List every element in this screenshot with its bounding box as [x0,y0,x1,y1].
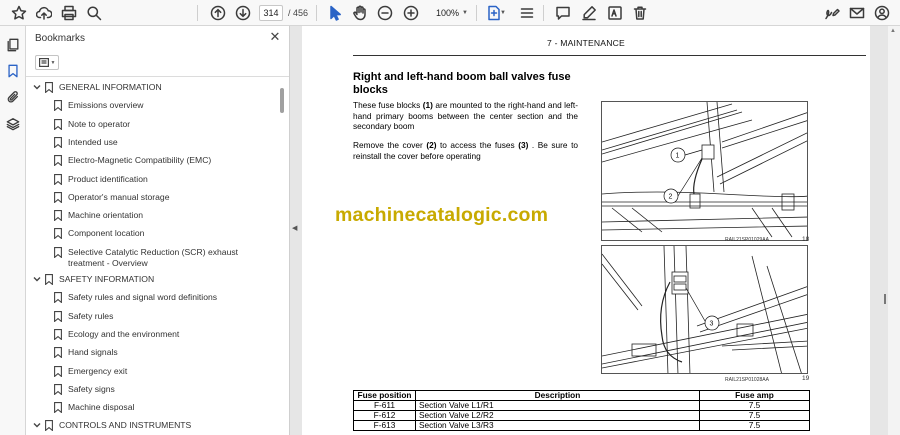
callout-1: 1 [675,152,680,160]
bookmark-label: Operator's manual storage [68,191,170,202]
table-header-row [354,391,810,401]
description-cell: Section Valve L2/R2 [416,411,700,421]
delete-icon[interactable] [630,3,650,23]
sign-icon[interactable] [822,3,842,23]
print-icon[interactable] [59,3,79,23]
column-header: Fuse amp [700,391,810,401]
bookmark-section[interactable] [26,420,278,432]
chevron-down-icon[interactable] [33,275,42,284]
bookmark-item[interactable] [26,174,278,186]
bookmark-item[interactable] [26,210,278,222]
figure-boom-fuse-block [601,101,808,241]
table-row [354,401,810,411]
bookmark-label: Safety rules [68,310,114,321]
figure1-code: RAIL21SP01029AA [725,237,769,243]
bookmark-item[interactable] [26,192,278,204]
fuse-amp-cell: 7.5 [700,421,810,431]
bookmark-icon [54,192,62,203]
collapse-right-panel-handle[interactable] [884,294,886,304]
bookmark-icon [54,228,62,239]
bookmark-item[interactable] [26,311,278,323]
bookmark-label: Product identification [68,173,148,184]
bookmark-item[interactable] [26,119,278,131]
zoom-level-select[interactable] [428,5,468,21]
bookmark-icon [54,100,62,111]
bookmark-icon [54,210,62,221]
bookmark-label: Hand signals [68,347,118,358]
table-row [354,411,810,421]
page-header: 7 - MAINTENANCE [547,38,625,48]
bookmark-label: Emergency exit [68,365,128,376]
bookmark-item[interactable] [26,292,278,304]
cloud-upload-icon[interactable] [34,3,54,23]
bookmark-icon [54,329,62,340]
figure2-number: 19 [802,375,810,382]
bookmark-icon [54,155,62,166]
account-icon[interactable] [872,3,892,23]
section-title: Right and left-hand boom ball valves fuse blocks [353,71,571,96]
bookmark-icon [45,420,53,431]
bookmark-icon [54,311,62,322]
layers-icon[interactable] [5,116,21,132]
fuse-position-cell: F-613 [354,421,416,431]
collapse-left-panel-icon[interactable]: ◀ [292,225,298,232]
bookmark-label: Emissions overview [68,100,144,111]
previous-page-icon[interactable] [208,3,228,23]
bookmark-icon [45,274,53,285]
bookmark-label: Note to operator [68,118,131,129]
chevron-down-icon[interactable] [33,83,42,92]
bookmark-icon [54,137,62,148]
bookmark-icon [54,402,62,413]
scroll-up-icon[interactable]: ▲ [890,28,896,34]
figure2-code: RAIL21SP01028AA [725,377,769,383]
bookmark-icon [54,247,62,258]
bookmark-section[interactable] [26,82,278,94]
fuse-amp-cell: 7.5 [700,411,810,421]
bookmark-options-button[interactable] [35,55,59,70]
figure1-number: 18 [802,236,810,243]
bookmark-icon [54,384,62,395]
bookmark-label: Selective Catalytic Reduction (SCR) exhaust treatment - Overview [68,246,239,268]
more-tools-icon[interactable] [517,3,537,23]
select-cursor-icon[interactable] [325,3,345,23]
hand-tool-icon[interactable] [350,3,370,23]
toolbar [0,0,900,26]
close-icon[interactable]: ✕ [269,29,281,44]
document-scrollbar[interactable] [888,26,900,435]
bookmark-label: Safety rules and signal word definitions [68,292,218,303]
paragraph-remove-cover: Remove the cover (2) to access the fuses (3) . Be sure to reinstall the cover before operating [353,140,578,161]
header-rule [353,55,866,56]
bookmark-label: Machine orientation [68,210,144,221]
pdf-page [302,26,870,435]
list-icon [39,58,49,67]
bookmark-item[interactable] [26,402,278,414]
bookmark-item[interactable] [26,247,278,269]
zoom-in-icon[interactable] [401,3,421,23]
highlight-pen-icon[interactable] [579,3,599,23]
figure-fuse-cover [601,245,808,374]
bookmark-item[interactable] [26,329,278,341]
zoom-out-icon[interactable] [375,3,395,23]
bookmark-icon [54,119,62,130]
bookmark-label: Component location [68,228,145,239]
zoom-level-value: 100% [436,8,460,18]
column-header: Description [416,391,700,401]
bookmark-item[interactable] [26,137,278,149]
fuse-position-cell: F-612 [354,411,416,421]
search-icon[interactable] [84,3,104,23]
bookmark-section[interactable] [26,274,278,286]
callout-3: 3 [709,320,714,328]
fill-sign-icon[interactable] [605,3,625,23]
callout-2: 2 [668,193,673,201]
attachments-icon[interactable] [5,89,21,105]
page-fit-dropdown-icon[interactable]: ▼ [500,10,506,16]
bookmark-item[interactable] [26,347,278,359]
bookmark-label: Ecology and the environment [68,328,180,339]
navigation-rail [0,26,26,435]
bookmarks-scrollbar[interactable] [280,88,284,113]
chevron-down-icon: ▼ [462,10,468,16]
description-cell: Section Valve L3/R3 [416,421,700,431]
bookmark-label: GENERAL INFORMATION [59,82,162,92]
bookmarks-panel [26,26,290,435]
bookmark-icon [54,292,62,303]
bookmark-item[interactable] [26,384,278,396]
bookmark-icon [54,366,62,377]
bookmark-label: Machine disposal [68,402,135,413]
bookmark-icon [54,174,62,185]
bookmark-item[interactable] [26,366,278,378]
bookmark-star-icon[interactable] [9,3,29,23]
fuse-position-cell: F-611 [354,401,416,411]
fuse-table [353,390,810,431]
chevron-down-icon: ▼ [50,59,56,66]
fuse-amp-cell: 7.5 [700,401,810,411]
bookmark-label: Intended use [68,136,118,147]
next-page-icon[interactable] [233,3,253,23]
bookmark-icon [54,347,62,358]
page-number-input[interactable]: 314 [259,5,283,21]
chevron-down-icon[interactable] [33,421,42,430]
description-cell: Section Valve L1/R1 [416,401,700,411]
mail-icon[interactable] [847,3,867,23]
bookmark-item[interactable] [26,155,278,167]
table-row [354,421,810,431]
bookmark-tree [26,78,278,435]
comment-icon[interactable] [553,3,573,23]
watermark-text: machinecatalogic.com [335,204,549,226]
bookmark-label: Safety signs [68,383,115,394]
bookmark-item[interactable] [26,100,278,112]
pages-thumbnails-icon[interactable] [5,37,21,53]
bookmark-icon [45,82,53,93]
column-header: Fuse position [354,391,416,401]
bookmark-label: SAFETY INFORMATION [59,274,155,284]
bookmark-label: Electro-Magnetic Compatibility (EMC) [68,155,212,166]
bookmarks-panel-title: Bookmarks [35,33,86,44]
bookmarks-icon[interactable] [5,63,21,79]
paragraph-fuse-blocks: These fuse blocks (1) are mounted to the right-hand and left-hand primary booms between the center section and the secondary boom [353,100,578,131]
page-total-label: / 456 [288,8,309,18]
bookmark-label: CONTROLS AND INSTRUMENTS [59,420,192,431]
bookmark-item[interactable] [26,228,278,240]
